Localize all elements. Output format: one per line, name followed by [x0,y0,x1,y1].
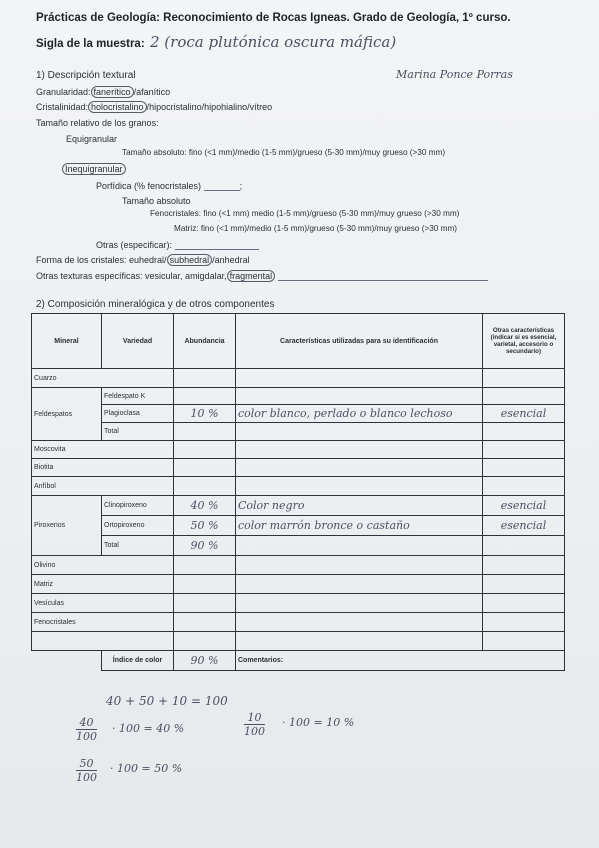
orthopyroxene-other: esencial [483,516,565,536]
row-olivine: Olivino [32,556,174,575]
table-row [32,556,565,575]
fraction-50 [76,757,97,784]
inequigranular-label [62,164,126,174]
fraction-50-denominator: 100 [76,771,97,784]
porphyritic-label: Porfídica (% fenocristales) [96,181,202,191]
col-features: Características utilizadas para su identificación [236,314,483,369]
pyroxene-total-abundance: 90 % [174,536,236,556]
table-row [32,594,565,613]
other-textures-selected: fragmental [227,270,276,282]
crystal-shape-options: /anhedral [212,255,250,265]
table-row [32,496,565,516]
other-textures-line [36,270,488,281]
porphyritic-end: ; [239,181,243,191]
composition-heading: 2) Composición mineralógica y de otros componentes [36,299,275,310]
plagioclase-features: color blanco, perlado o blanco lechoso [236,405,483,423]
composition-table [31,313,565,671]
table-row [32,516,565,536]
color-index-value: 90 % [174,651,236,671]
table-row [32,388,565,405]
phenocrysts-size: Fenocristales: fino (<1 mm) medio (1-5 mm)/grueso (5-30 mm)/muy grueso (>30 mm) [150,209,460,218]
fraction-10 [244,711,265,738]
clinopyroxene-features: Color negro [236,496,483,516]
crystallinity-selected: holocristalino [88,101,147,113]
orthopyroxene-features: color marrón bronce o castaño [236,516,483,536]
fraction-10-result: · 100 = 10 % [282,716,355,729]
crystallinity-line [36,102,272,112]
crystallinity-options: /hipocristalino/hipohialino/vítreo [146,102,273,112]
crystallinity-label: Cristalinidad: [36,102,89,112]
crystal-shape-label: Forma de los cristales: euhedral/ [36,255,167,265]
clinopyroxene-other: esencial [483,496,565,516]
row-feldspar-total: Total [102,423,174,441]
row-pyroxenes: Piroxenos [32,496,102,556]
relative-size-label: Tamaño relativo de los granos: [36,118,159,128]
col-mineral: Mineral [32,314,102,369]
crystal-shape-selected: subhedral [167,254,213,266]
absolute-size-label: Tamaño absoluto [122,196,191,206]
equigranular-label: Equigranular [66,134,118,144]
row-biotite: Biotita [32,459,174,477]
fraction-40 [76,716,97,743]
granularity-line [36,87,170,97]
table-row [32,459,565,477]
row-quartz: Cuarzo [32,369,174,388]
porphyritic-line [96,180,242,191]
table-row [32,575,565,594]
sample-label: Sigla de la muestra: [36,38,145,50]
row-vesicles: Vesículas [32,594,174,613]
color-index-label: Índice de color [102,651,174,671]
absolute-size-equigranular: Tamaño absoluto: fino (<1 mm)/medio (1-5 mm)/grueso (5-30 mm)/muy grueso (>30 mm) [122,148,446,157]
fraction-40-numerator: 40 [76,716,97,730]
row-clinopyroxene: Clinopiroxeno [102,496,174,516]
table-row [32,441,565,459]
student-name: Marina Ponce Porras [396,68,513,81]
table-row [32,477,565,496]
fraction-50-result: · 100 = 50 % [110,762,183,775]
table-row [32,536,565,556]
row-amphibole: Anfíbol [32,477,174,496]
plagioclase-other: esencial [483,405,565,423]
matrix-size: Matriz: fino (<1 mm)/medio (1-5 mm)/grueso (5-30 mm)/muy grueso (>30 mm) [174,224,457,233]
other-textures-label: Otras texturas específicas: vesicular, amigdalar, [36,271,227,281]
crystal-shape-line [36,255,250,265]
comments-label: Comentarios: [236,651,565,671]
sum-calculation: 40 + 50 + 10 = 100 [106,694,228,708]
fraction-40-result: · 100 = 40 % [112,722,185,735]
row-feldspars: Feldespatos [32,388,102,441]
fraction-10-denominator: 100 [244,725,265,738]
granularity-options: /afanítico [133,87,171,97]
orthopyroxene-abundance: 50 % [174,516,236,536]
col-abundance: Abundancia [174,314,236,369]
fraction-40-denominator: 100 [76,730,97,743]
table-row [32,423,565,441]
row-plagioclase: Plagioclasa [102,405,174,423]
others-label: Otras (especificar): [96,240,173,250]
others-blank [175,239,259,250]
row-phenocrysts: Fenocristales [32,613,174,632]
page-title: Prácticas de Geología: Reconocimiento de Rocas Igneas. Grado de Geología, 1º curso. [36,12,511,24]
textural-heading: 1) Descripción textural [36,70,136,81]
sample-value: 2 (roca plutónica oscura máfica) [150,33,397,51]
plagioclase-abundance: 10 % [174,405,236,423]
granularity-label: Granularidad: [36,87,91,97]
inequigranular-selected: Inequigranular [62,163,126,175]
row-muscovite: Moscovita [32,441,174,459]
row-orthopyroxene: Ortopiroxeno [102,516,174,536]
fraction-10-numerator: 10 [244,711,265,725]
table-row [32,405,565,423]
table-header-row [32,314,565,369]
row-matrix: Matriz [32,575,174,594]
fraction-50-numerator: 50 [76,757,97,771]
table-row [32,632,565,651]
row-feldspar-k: Feldespato K [102,388,174,405]
row-pyroxene-total: Total [102,536,174,556]
col-other: Otras características (indicar si es esencial, varietal, accesorio o secundario) [483,314,565,369]
table-row [32,369,565,388]
porphyritic-blank [204,180,240,191]
other-textures-blank [278,270,488,281]
col-variety: Variedad [102,314,174,369]
table-row [32,613,565,632]
others-line [96,239,259,250]
table-row [32,651,565,671]
clinopyroxene-abundance: 40 % [174,496,236,516]
granularity-selected: fanerítico [91,86,134,98]
